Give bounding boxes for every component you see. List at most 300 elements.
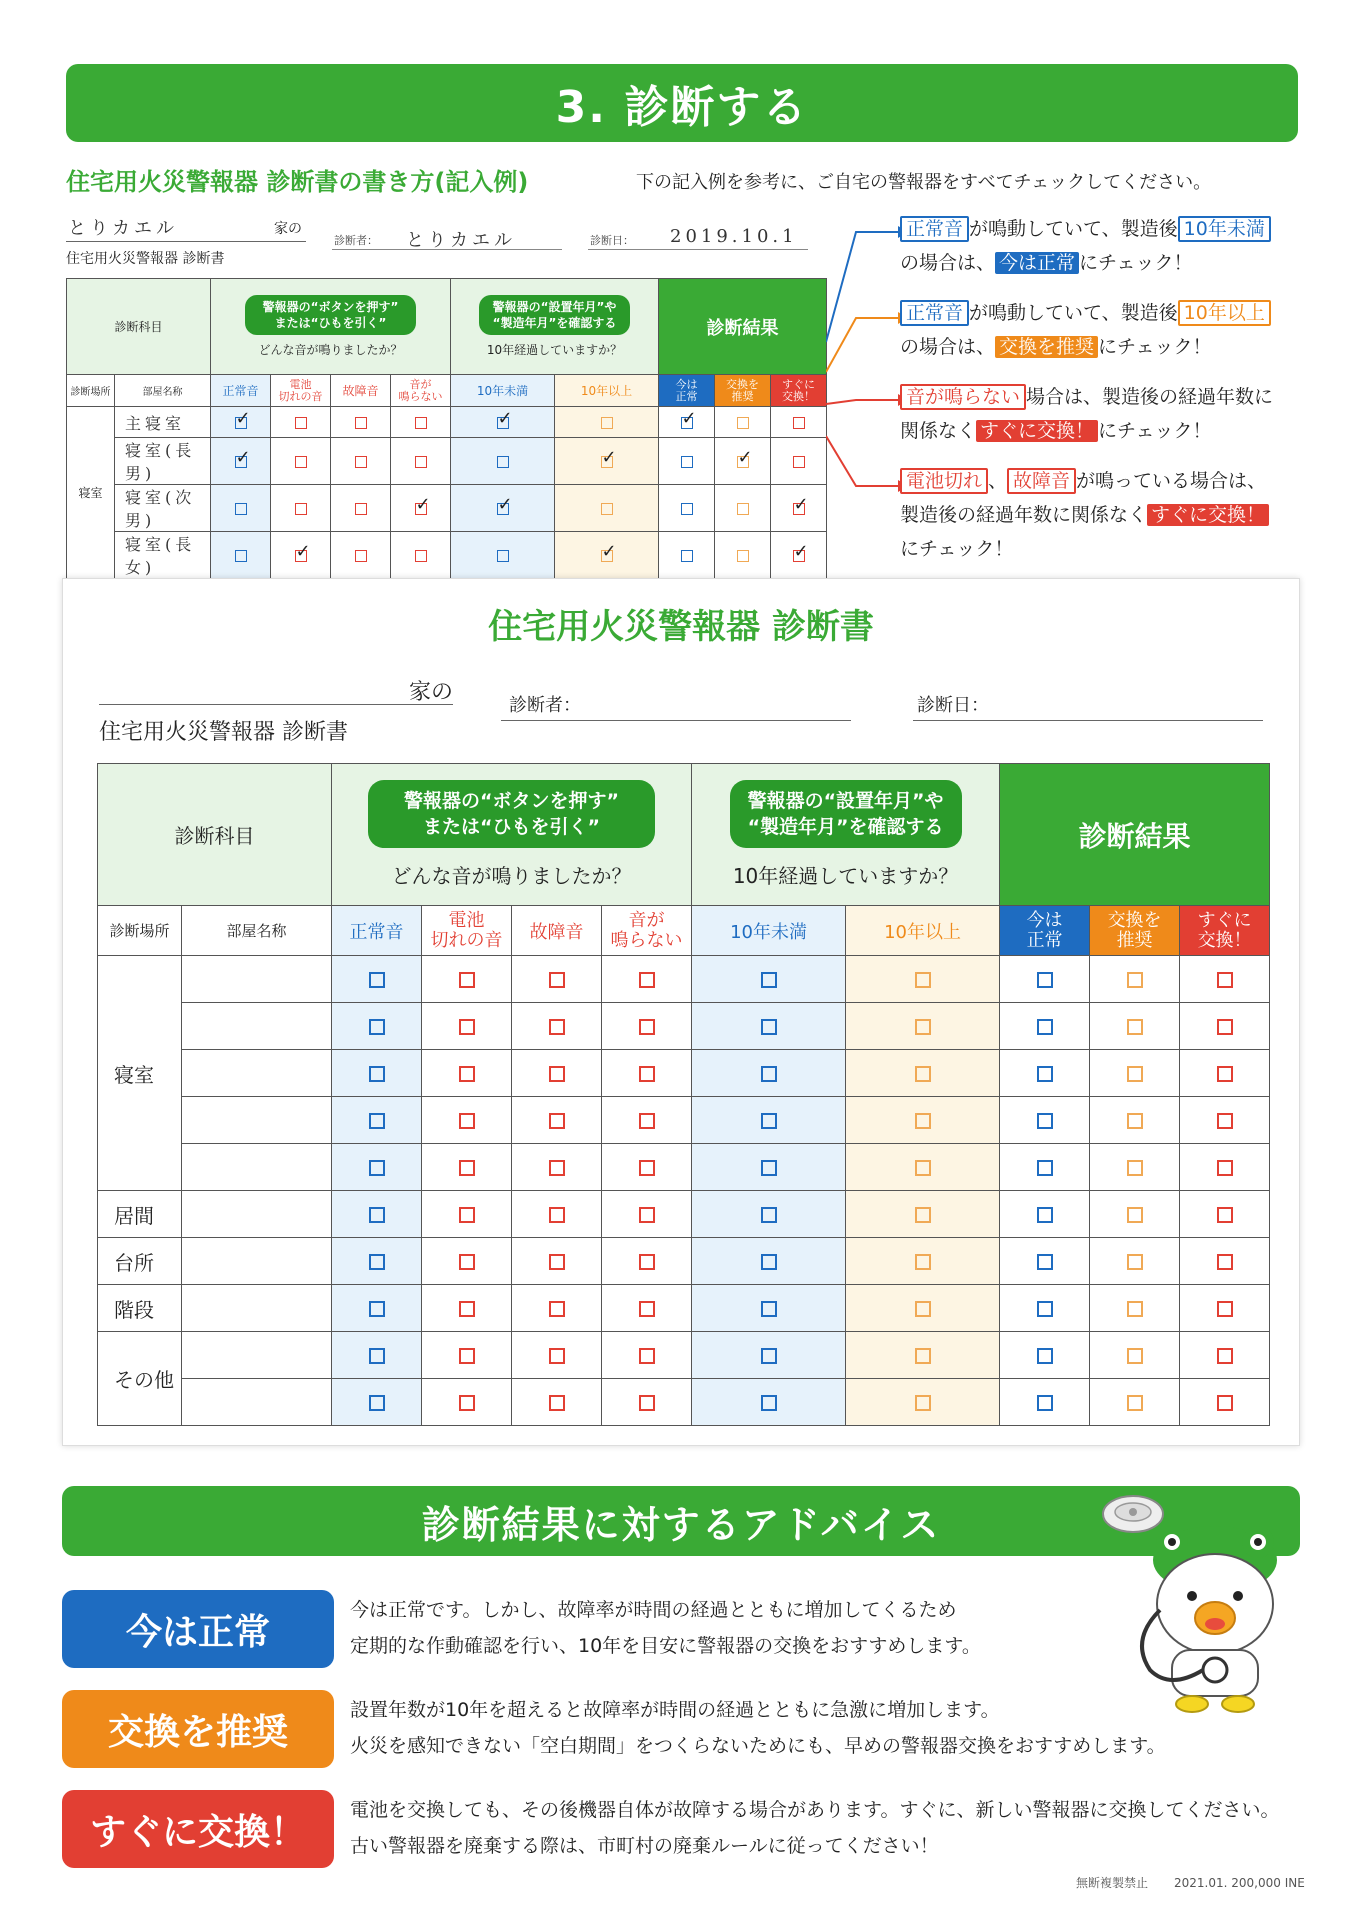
fault-checkbox[interactable]: [355, 503, 367, 515]
nosound-checkbox[interactable]: [639, 1254, 655, 1270]
under10-checkbox[interactable]: [761, 1207, 777, 1223]
cell-nosound: [602, 1191, 692, 1238]
example-room-name: 寝室(長女): [115, 532, 211, 579]
fault-checkbox[interactable]: [549, 1301, 565, 1317]
nosound-checkbox[interactable]: [639, 1348, 655, 1364]
asap-checkbox[interactable]: [1217, 1019, 1233, 1035]
cell-replace: [715, 407, 771, 438]
footer: [1050, 1874, 1305, 1891]
replace-checkbox[interactable]: [1127, 1066, 1143, 1082]
cell-under10: [451, 407, 555, 438]
now-normal-col: [659, 375, 715, 407]
now-normal-checkbox[interactable]: [1037, 1113, 1053, 1129]
battery-checkbox[interactable]: [459, 1160, 475, 1176]
form-room-name-input[interactable]: [182, 1050, 332, 1097]
over10-checkbox[interactable]: [915, 1160, 931, 1176]
over10-checkbox[interactable]: [915, 1254, 931, 1270]
battery-checkbox[interactable]: [459, 972, 475, 988]
under10-checkbox[interactable]: [497, 407, 513, 429]
anno3-nosound-tag: 音が鳴らない: [900, 384, 1026, 410]
form-room-name-input[interactable]: [182, 956, 332, 1003]
asap-checkbox[interactable]: [1217, 1160, 1233, 1176]
replace-checkbox[interactable]: [737, 503, 749, 515]
cell-asap: [1180, 956, 1270, 1003]
battery-checkbox[interactable]: [295, 540, 311, 562]
replace-checkbox[interactable]: [1127, 1113, 1143, 1129]
form-house-field[interactable]: [99, 675, 453, 705]
form-place-cell: 台所: [98, 1238, 182, 1285]
form-room-name-input[interactable]: [182, 1285, 332, 1332]
form-asap-col-l1: すぐに: [1197, 909, 1252, 931]
cell-now-normal: [1000, 956, 1090, 1003]
form-asap-col: [1180, 906, 1270, 956]
form-room-name-input[interactable]: [182, 1097, 332, 1144]
under10-checkbox[interactable]: [761, 1113, 777, 1129]
normal-sound-checkbox[interactable]: [369, 1066, 385, 1082]
nosound-col-l1: 音が: [409, 377, 432, 391]
now-normal-checkbox[interactable]: [1037, 1207, 1053, 1223]
cell-over10: [846, 1050, 1000, 1097]
asap-checkbox[interactable]: [1217, 1254, 1233, 1270]
now-normal-checkbox[interactable]: [1037, 1019, 1053, 1035]
cell-now-normal: [1000, 1332, 1090, 1379]
replace-checkbox[interactable]: [737, 417, 749, 429]
replace-checkbox[interactable]: [1127, 1301, 1143, 1317]
cell-now-normal: [659, 485, 715, 532]
form-replace-col-l2: 推奨: [1116, 929, 1153, 951]
footer-copy-notice: 無断複製禁止: [1076, 1876, 1149, 1890]
form-table-row: [98, 1191, 1270, 1238]
battery-checkbox[interactable]: [459, 1395, 475, 1411]
replace-checkbox[interactable]: [1127, 1019, 1143, 1035]
cell-battery: [422, 1285, 512, 1332]
form-table-row: [98, 1379, 1270, 1426]
cell-asap: [771, 438, 827, 485]
cell-fault: [331, 532, 391, 579]
cell-nosound: [602, 956, 692, 1003]
form-room-name-input[interactable]: [182, 1144, 332, 1191]
normal-sound-checkbox[interactable]: [369, 1395, 385, 1411]
advice-label-now-normal: 今は正常: [62, 1590, 334, 1668]
cell-now-normal: [1000, 1050, 1090, 1097]
replace-checkbox[interactable]: [1127, 1254, 1143, 1270]
example-table-body: [67, 407, 827, 579]
cell-over10: [846, 1238, 1000, 1285]
nosound-checkbox[interactable]: [415, 550, 427, 562]
example-diagnoser-label: 診断者：: [334, 234, 378, 247]
asap-checkbox[interactable]: [793, 493, 809, 515]
advice-text-replace: [350, 1692, 1310, 1764]
now-normal-checkbox[interactable]: [681, 550, 693, 562]
cell-fault: [512, 1379, 602, 1426]
under10-checkbox[interactable]: [761, 1160, 777, 1176]
under10-checkbox[interactable]: [761, 1254, 777, 1270]
cell-battery: [422, 1332, 512, 1379]
normal-sound-checkbox[interactable]: [369, 1113, 385, 1129]
sound-pill-line1: 警報器の“ボタンを押す”: [262, 300, 399, 314]
cell-replace: [1090, 956, 1180, 1003]
cell-over10: [846, 1191, 1000, 1238]
form-replace-col-l1: 交換を: [1107, 909, 1162, 931]
fault-checkbox[interactable]: [549, 1066, 565, 1082]
replace-checkbox[interactable]: [1127, 972, 1143, 988]
asap-checkbox[interactable]: [793, 417, 805, 429]
form-date-field[interactable]: [913, 691, 1263, 721]
cell-under10: [692, 1238, 846, 1285]
cell-over10: [846, 1379, 1000, 1426]
cell-asap: [1180, 1238, 1270, 1285]
form-under10-col: 10年未満: [692, 906, 846, 956]
cell-battery: [422, 1003, 512, 1050]
now-normal-checkbox[interactable]: [1037, 1254, 1053, 1270]
form-now-normal-col: [1000, 906, 1090, 956]
advice-now-normal-line2: 定期的な作動確認を行い、10年を目安に警報器の交換をおすすめします。: [350, 1635, 981, 1657]
form-place-cell: 寝室: [98, 956, 182, 1191]
annotation-now-normal: [900, 212, 1310, 280]
form-subject-label: 診断科目: [174, 824, 255, 848]
cell-normal-sound: [332, 1050, 422, 1097]
nosound-checkbox[interactable]: [639, 1395, 655, 1411]
battery-checkbox[interactable]: [459, 1113, 475, 1129]
battery-checkbox[interactable]: [459, 1066, 475, 1082]
cell-normal-sound: [211, 485, 271, 532]
fault-checkbox[interactable]: [549, 1254, 565, 1270]
nosound-checkbox[interactable]: [639, 1113, 655, 1129]
form-now-col-l2: 正常: [1026, 929, 1063, 951]
replace-checkbox[interactable]: [1127, 1160, 1143, 1176]
cell-battery: [422, 1238, 512, 1285]
over10-checkbox[interactable]: [915, 1019, 931, 1035]
form-battery-col-l2: 切れの音: [430, 929, 503, 951]
over10-checkbox[interactable]: [915, 1348, 931, 1364]
now-normal-checkbox[interactable]: [1037, 1301, 1053, 1317]
battery-checkbox[interactable]: [459, 1348, 475, 1364]
nosound-checkbox[interactable]: [639, 1160, 655, 1176]
section-title-banner: 3. 診断する: [66, 64, 1298, 142]
cell-replace: [715, 485, 771, 532]
age-pill-line2: “製造年月”を確認する: [492, 316, 617, 330]
cell-now-normal: [1000, 1097, 1090, 1144]
cell-asap: [1180, 1050, 1270, 1097]
example-diagnoser-value: とりカエル: [406, 230, 516, 251]
form-age-pill-line1: 警報器の“設置年月”や: [747, 790, 944, 812]
under10-checkbox[interactable]: [761, 1301, 777, 1317]
cell-under10: [692, 1191, 846, 1238]
annotation-battery-fault: [900, 464, 1310, 566]
advice-asap-line2: 古い警報器を廃棄する際は、市町村の廃棄ルールに従ってください！: [350, 1835, 939, 1857]
result-label: 診断結果: [706, 317, 779, 339]
anno4-asap-tag: すぐに交換！: [1147, 504, 1269, 526]
cell-asap: [771, 532, 827, 579]
replace-checkbox[interactable]: [737, 446, 753, 468]
cell-battery: [271, 407, 331, 438]
form-sound-pill: [368, 780, 655, 848]
anno1-now-normal-tag: 今は正常: [995, 252, 1079, 274]
over10-checkbox[interactable]: [601, 446, 617, 468]
normal-sound-checkbox[interactable]: [369, 972, 385, 988]
over10-checkbox[interactable]: [915, 1301, 931, 1317]
battery-checkbox[interactable]: [295, 417, 307, 429]
normal-sound-checkbox[interactable]: [235, 550, 247, 562]
under10-checkbox[interactable]: [761, 1066, 777, 1082]
example-room-name: 主寝室: [115, 407, 211, 438]
normal-sound-checkbox[interactable]: [235, 503, 247, 515]
battery-checkbox[interactable]: [459, 1254, 475, 1270]
form-age-pill: [730, 780, 962, 848]
form-result-label: 診断結果: [1078, 819, 1191, 853]
cell-normal-sound: [332, 1238, 422, 1285]
sound-question: どんな音が鳴りましたか？: [258, 343, 403, 357]
cell-under10: [451, 438, 555, 485]
advice-text-now-normal: [350, 1592, 1310, 1664]
age-question: 10年経過していますか？: [486, 343, 623, 357]
cell-fault: [512, 1097, 602, 1144]
anno4-text3: にチェック！: [900, 538, 1014, 560]
nosound-checkbox[interactable]: [415, 493, 431, 515]
anno3-text2: 関係なく: [900, 420, 977, 442]
cell-normal-sound: [332, 1144, 422, 1191]
battery-col-l1: 電池: [289, 377, 312, 391]
under10-checkbox[interactable]: [761, 1348, 777, 1364]
example-title: 住宅用火災警報器 診断書の書き方(記入例): [66, 168, 529, 196]
example-house-suffix: 家の: [274, 221, 302, 237]
cell-over10: [846, 1144, 1000, 1191]
form-place-col-header: 診断場所: [98, 906, 182, 956]
cell-over10: [846, 1097, 1000, 1144]
battery-checkbox[interactable]: [295, 456, 307, 468]
nosound-checkbox[interactable]: [415, 456, 427, 468]
form-room-name-input[interactable]: [182, 1238, 332, 1285]
nosound-col-l2: 鳴らない: [398, 389, 443, 403]
form-diagnoser-field[interactable]: [501, 691, 851, 721]
cell-replace: [1090, 1144, 1180, 1191]
form-table-row: [98, 1332, 1270, 1379]
fault-checkbox[interactable]: [549, 1207, 565, 1223]
normal-sound-checkbox[interactable]: [369, 1160, 385, 1176]
cell-fault: [512, 1285, 602, 1332]
normal-sound-checkbox[interactable]: [369, 1254, 385, 1270]
cell-replace: [1090, 1332, 1180, 1379]
normal-sound-checkbox[interactable]: [369, 1348, 385, 1364]
fault-checkbox[interactable]: [549, 972, 565, 988]
battery-checkbox[interactable]: [459, 1019, 475, 1035]
form-room-name-input[interactable]: [182, 1379, 332, 1426]
asap-checkbox[interactable]: [793, 456, 805, 468]
now-normal-checkbox[interactable]: [1037, 1066, 1053, 1082]
over10-checkbox[interactable]: [601, 417, 613, 429]
over10-checkbox[interactable]: [915, 1395, 931, 1411]
fault-checkbox[interactable]: [549, 1113, 565, 1129]
normal-sound-checkbox[interactable]: [369, 1301, 385, 1317]
form-room-name-input[interactable]: [182, 1003, 332, 1050]
normal-sound-checkbox[interactable]: [235, 446, 251, 468]
example-table-row: [67, 407, 827, 438]
fault-checkbox[interactable]: [549, 1348, 565, 1364]
cell-replace: [1090, 1097, 1180, 1144]
nosound-checkbox[interactable]: [639, 972, 655, 988]
cell-over10: [555, 407, 659, 438]
asap-checkbox[interactable]: [1217, 1301, 1233, 1317]
form-table-row: [98, 1144, 1270, 1191]
now-normal-checkbox[interactable]: [681, 407, 697, 429]
replace-checkbox[interactable]: [1127, 1348, 1143, 1364]
now-normal-checkbox[interactable]: [1037, 1395, 1053, 1411]
cell-over10: [846, 1332, 1000, 1379]
form-sound-pill-line1: 警報器の“ボタンを押す”: [404, 790, 620, 812]
under10-checkbox[interactable]: [761, 1019, 777, 1035]
cell-battery: [422, 1097, 512, 1144]
now-normal-checkbox[interactable]: [681, 456, 693, 468]
now-normal-checkbox[interactable]: [1037, 972, 1053, 988]
nosound-checkbox[interactable]: [639, 1207, 655, 1223]
form-battery-col: [422, 906, 512, 956]
now-normal-checkbox[interactable]: [681, 503, 693, 515]
form-age-pill-line2: “製造年月”を確認する: [747, 816, 944, 838]
fault-checkbox[interactable]: [549, 1160, 565, 1176]
blank-diagnosis-form: [62, 578, 1300, 1446]
cell-fault: [512, 1144, 602, 1191]
cell-now-normal: [659, 532, 715, 579]
battery-checkbox[interactable]: [459, 1301, 475, 1317]
fault-checkbox[interactable]: [549, 1395, 565, 1411]
nosound-checkbox[interactable]: [639, 1066, 655, 1082]
fault-col: 故障音: [331, 375, 391, 407]
cell-nosound: [602, 1379, 692, 1426]
under10-checkbox[interactable]: [761, 972, 777, 988]
cell-fault: [331, 407, 391, 438]
cell-nosound: [602, 1238, 692, 1285]
footer-print-code: 2021.01. 200,000 INE: [1174, 1876, 1305, 1890]
form-room-name-input[interactable]: [182, 1332, 332, 1379]
cell-over10: [555, 532, 659, 579]
cell-replace: [1090, 1191, 1180, 1238]
form-sound-question: どんな音が鳴りましたか？: [391, 864, 632, 888]
over10-checkbox[interactable]: [601, 503, 613, 515]
example-house-name: とりカエル: [68, 218, 178, 239]
anno2-replace-tag: 交換を推奨: [995, 336, 1098, 358]
asap-checkbox[interactable]: [1217, 972, 1233, 988]
form-age-question: 10年経過していますか？: [732, 864, 959, 888]
replace-checkbox[interactable]: [1127, 1395, 1143, 1411]
form-room-name-input[interactable]: [182, 1191, 332, 1238]
asap-checkbox[interactable]: [1217, 1207, 1233, 1223]
now-col-l1: 今は: [675, 377, 698, 391]
now-normal-checkbox[interactable]: [1037, 1160, 1053, 1176]
asap-checkbox[interactable]: [1217, 1348, 1233, 1364]
advice-replace-line2: 火災を感知できない「空白期間」をつくらないためにも、早めの警報器交換をおすすめします。: [350, 1735, 1166, 1757]
replace-checkbox[interactable]: [737, 550, 749, 562]
cell-replace: [1090, 1379, 1180, 1426]
normal-sound-checkbox[interactable]: [369, 1207, 385, 1223]
cell-battery: [422, 1191, 512, 1238]
form-table-row: [98, 1285, 1270, 1332]
under10-checkbox[interactable]: [497, 550, 509, 562]
cell-asap: [1180, 1097, 1270, 1144]
advice-banner: 診断結果に対するアドバイス: [62, 1486, 1300, 1556]
normal-sound-checkbox[interactable]: [235, 407, 251, 429]
normal-sound-checkbox[interactable]: [369, 1019, 385, 1035]
anno4-text1: が鳴っている場合は、: [1076, 470, 1267, 492]
checkmark-icon: ✓: [681, 407, 697, 429]
form-diagnosis-table: [97, 763, 1270, 1426]
anno1-text3: にチェック！: [1079, 252, 1193, 274]
battery-checkbox[interactable]: [295, 503, 307, 515]
nosound-checkbox[interactable]: [639, 1019, 655, 1035]
now-normal-checkbox[interactable]: [1037, 1348, 1053, 1364]
form-table-row: [98, 1003, 1270, 1050]
over10-checkbox[interactable]: [915, 1207, 931, 1223]
form-date-label: 診断日：: [917, 695, 989, 716]
cell-battery: [422, 956, 512, 1003]
place-col-header: 診断場所: [67, 375, 115, 407]
cell-now-normal: [659, 438, 715, 485]
over10-checkbox[interactable]: [915, 1066, 931, 1082]
cell-fault: [331, 485, 391, 532]
cell-replace: [1090, 1285, 1180, 1332]
fault-checkbox[interactable]: [355, 550, 367, 562]
replace-checkbox[interactable]: [1127, 1207, 1143, 1223]
anno2-text3: にチェック！: [1098, 336, 1212, 358]
under10-checkbox[interactable]: [497, 456, 509, 468]
cell-under10: [451, 485, 555, 532]
cell-fault: [512, 1332, 602, 1379]
anno3-text1: 場合は、製造後の経過年数に: [1026, 386, 1274, 408]
asap-checkbox[interactable]: [1217, 1113, 1233, 1129]
cell-now-normal: [1000, 1144, 1090, 1191]
cell-under10: [692, 1050, 846, 1097]
over10-checkbox[interactable]: [915, 1113, 931, 1129]
over10-checkbox[interactable]: [915, 972, 931, 988]
anno1-text1: が鳴動していて、製造後: [969, 218, 1178, 240]
cell-asap: [771, 407, 827, 438]
sound-pill-line2: または“ひもを引く”: [274, 316, 387, 330]
anno1-text2: の場合は、: [900, 252, 996, 274]
form-fault-col: 故障音: [512, 906, 602, 956]
asap-checkbox[interactable]: [793, 540, 809, 562]
over10-checkbox[interactable]: [601, 540, 617, 562]
battery-checkbox[interactable]: [459, 1207, 475, 1223]
under10-checkbox[interactable]: [497, 493, 513, 515]
asap-col: [771, 375, 827, 407]
anno2-text2: の場合は、: [900, 336, 996, 358]
under10-checkbox[interactable]: [761, 1395, 777, 1411]
fault-checkbox[interactable]: [355, 456, 367, 468]
checkmark-icon: ✓: [497, 493, 513, 515]
cell-under10: [692, 1097, 846, 1144]
example-instruction: 下の記入例を参考に、ご自宅の警報器をすべてチェックしてください。: [636, 172, 1212, 193]
nosound-checkbox[interactable]: [639, 1301, 655, 1317]
example-date-value: 2019.10.1: [670, 226, 798, 247]
cell-nosound: [602, 1050, 692, 1097]
subject-label: 診断科目: [114, 320, 163, 334]
cell-asap: [1180, 1144, 1270, 1191]
fault-checkbox[interactable]: [355, 417, 367, 429]
fault-checkbox[interactable]: [549, 1019, 565, 1035]
asap-col-l1: すぐに: [782, 377, 816, 391]
age-pill: [479, 295, 631, 335]
form-sound-pill-line2: または“ひもを引く”: [423, 816, 601, 838]
asap-checkbox[interactable]: [1217, 1395, 1233, 1411]
nosound-checkbox[interactable]: [415, 417, 427, 429]
cell-normal-sound: [211, 438, 271, 485]
asap-checkbox[interactable]: [1217, 1066, 1233, 1082]
form-table-row: [98, 1097, 1270, 1144]
form-age-question-header: [692, 764, 1000, 906]
checkmark-icon: ✓: [235, 446, 251, 468]
example-doc-title: 住宅用火災警報器 診断書: [66, 251, 225, 267]
cell-under10: [692, 956, 846, 1003]
example-table-row: [67, 532, 827, 579]
